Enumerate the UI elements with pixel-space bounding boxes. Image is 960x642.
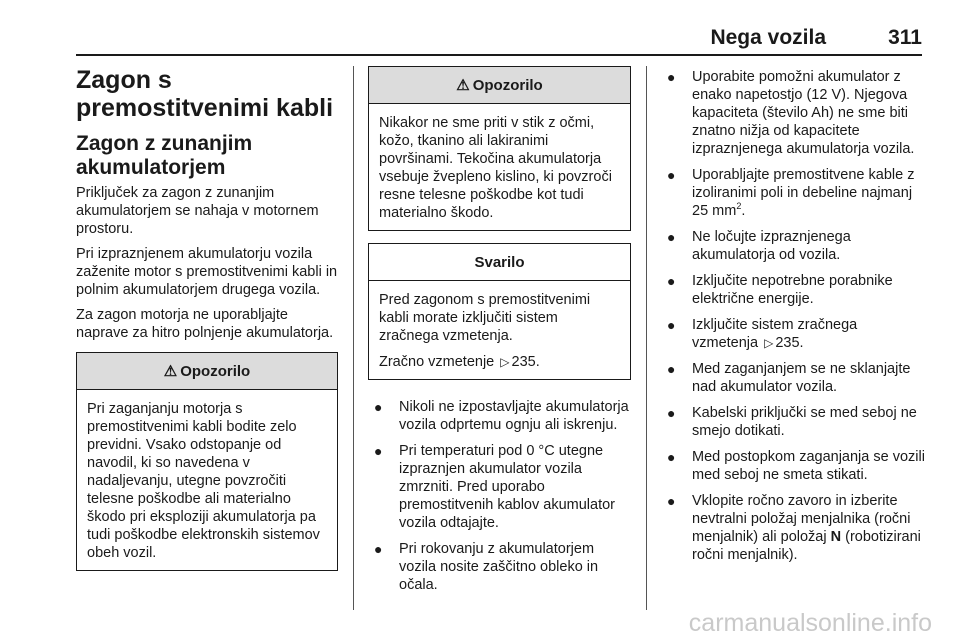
bullet-list bbox=[661, 68, 927, 564]
warning-box bbox=[368, 66, 631, 231]
page-heading: Zagon s premostitvenimi kabli bbox=[76, 66, 334, 122]
column-1 bbox=[76, 66, 338, 583]
warning-header bbox=[369, 67, 630, 104]
list-item: ● Kabelski priključki se med seboj ne smejo dotikati. bbox=[667, 405, 917, 439]
column-3 bbox=[661, 68, 927, 572]
list-item: ● Izključite sistem zračnega vzmetenja ▷ 235. bbox=[667, 317, 858, 351]
bullet-icon: ● bbox=[374, 443, 383, 459]
header-divider bbox=[76, 54, 922, 56]
bullet-icon: ● bbox=[667, 317, 676, 333]
bullet-icon: ● bbox=[667, 229, 676, 245]
list-item: ● Med postopkom zaganjanja se vozili med seboj ne smeta stikati. bbox=[667, 449, 925, 483]
column-2 bbox=[368, 66, 631, 602]
warning-triangle-icon: ⚠ bbox=[163, 363, 178, 380]
paragraph: Za zagon motorja ne uporabljajte naprave za hitro polnjenje akumulatorja. bbox=[76, 307, 334, 341]
page-reference-icon: ▷ bbox=[500, 355, 510, 369]
page-number: 311 bbox=[888, 26, 922, 49]
caution-box bbox=[368, 243, 631, 380]
page-reference-icon: ▷ bbox=[764, 336, 774, 350]
list-item: ● Ne ločujte izpraznjenega akumulatorja od vozila. bbox=[667, 229, 851, 263]
warning-triangle-icon: ⚠ bbox=[456, 77, 470, 94]
caution-text: Pred zagonom s premostitvenimi kabli morate izključiti sistem zračnega vzmetenja. bbox=[379, 292, 591, 344]
bullet-list bbox=[368, 398, 631, 594]
list-item: ● Uporabljajte premostitvene kable z izoliranimi poli in debeline najmanj 25 $mm^2$. bbox=[667, 167, 915, 219]
bullet-icon: ● bbox=[667, 273, 676, 289]
column-divider bbox=[646, 66, 647, 610]
list-item: ● Pri temperaturi pod 0 °C utegne izpraznjen akumulator vozila zmrzniti. Pred uporabo premostitvenih kablov akumulator vozila odtajajte. bbox=[374, 443, 615, 531]
bullet-icon: ● bbox=[667, 167, 676, 183]
section-heading: Zagon z zunanjim akumulatorjem bbox=[76, 132, 253, 179]
section-title: Nega vozila bbox=[710, 26, 826, 49]
bullet-icon: ● bbox=[667, 69, 676, 85]
column-divider bbox=[353, 66, 354, 610]
caution-header bbox=[369, 244, 630, 281]
warning-label: Opozorilo bbox=[472, 76, 543, 94]
list-item: ● Izključite nepotrebne porabnike električne energije. bbox=[667, 273, 893, 307]
bullet-icon: ● bbox=[667, 449, 676, 465]
caution-reference: Zračno vzmetenje ▷ 235. bbox=[379, 354, 540, 370]
list-item: ● Med zaganjanjem se ne sklanjajte nad akumulator vozila. bbox=[667, 361, 911, 395]
bullet-icon: ● bbox=[667, 493, 676, 509]
list-item: ● Nikoli ne izpostavljajte akumulatorja vozila odprtemu ognju ali iskrenju. bbox=[374, 399, 629, 433]
warning-box bbox=[76, 352, 338, 571]
watermark: carmanualsonline.info bbox=[688, 609, 932, 637]
bullet-icon: ● bbox=[374, 541, 383, 557]
bullet-icon: ● bbox=[667, 361, 676, 377]
warning-label: Opozorilo bbox=[180, 362, 251, 380]
list-item: ● Vklopite ročno zavoro in izberite nevtralni položaj menjalnika (ročni menjalnik) ali položaj N (robotizirani ročni menjalnik). bbox=[667, 493, 921, 563]
paragraph: Pri izpraznjenem akumulatorju vozila zaženite motor s premostitvenimi kabli in polnim akumulatorjem drugega vozila. bbox=[76, 246, 338, 298]
page-link[interactable]: 235. bbox=[775, 335, 804, 351]
list-item: ● Uporabite pomožni akumulator z enako napetostjo (12 V). Njegova kapaciteta (število Ah) ne sme biti znatno nižja od kapacitete izpraznjenega akumulatorja vozila. bbox=[667, 69, 915, 157]
list-item: ● Pri rokovanju z akumulatorjem vozila nosite zaščitno obleko in očala. bbox=[374, 541, 599, 593]
warning-header bbox=[77, 353, 337, 390]
warning-text: Pri zaganjanju motorja s premostitvenimi kabli bodite zelo previdni. Vsako odstopanje od navodil, ki so navedena v nadaljevanju, utegne povzročiti telesne poškodbe ali materialno škodo pri eksploziji akumulatorja pa tudi poškodbe elektronskih sistemov obeh vozil. bbox=[87, 401, 320, 561]
bullet-icon: ● bbox=[374, 399, 383, 415]
bullet-icon: ● bbox=[667, 405, 676, 421]
paragraph: Priključek za zagon z zunanjim akumulatorjem se nahaja v motornem prostoru. bbox=[76, 185, 319, 237]
warning-text: Nikakor ne sme priti v stik z očmi, kožo, tkanino ali lakiranimi površinami. Tekočina akumulatorja vsebuje žvepleno kislino, ki povzroči resne telesne poškodbe kot tudi materialno škodo. bbox=[379, 115, 612, 221]
caution-label: Svarilo bbox=[474, 253, 525, 271]
page-link[interactable]: 235. bbox=[511, 354, 540, 370]
